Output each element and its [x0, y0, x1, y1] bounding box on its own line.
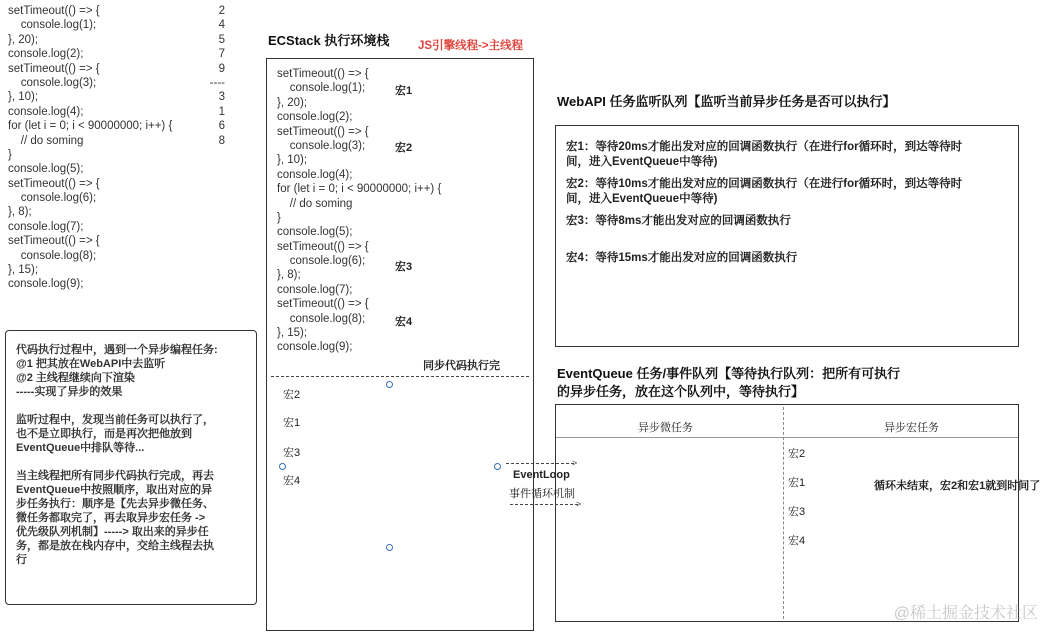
code-line: }, 10);	[8, 91, 39, 104]
macro-label-1: 宏1	[395, 85, 413, 97]
note-line: 优先级队列机制】-----> 取出来的异步任	[16, 526, 209, 538]
code-line: }	[8, 148, 12, 161]
eventloop-sublabel: 事件循环机制	[509, 488, 575, 500]
note-line: 步任务执行：顺序是【先去异步微任务、	[16, 498, 214, 510]
code-line: setTimeout(() => {	[8, 235, 100, 248]
code-line: console.log(6);	[8, 192, 97, 205]
webapi-item-line: 宏4：等待15ms才能出发对应的回调函数执行	[566, 251, 798, 264]
execution-order-numbers	[185, 4, 225, 148]
queue-macro-item-3: 宏3	[788, 506, 806, 518]
note-line: @1 把其放在WebAPI中去监听	[16, 358, 166, 370]
stack-item-2: 宏1	[283, 417, 301, 429]
stack-item-1: 宏2	[283, 389, 301, 401]
code-line: console.log(4);	[8, 105, 84, 118]
stack-code-line: }, 15);	[277, 327, 308, 340]
note-line: @2 主线程继续向下渲染	[16, 372, 135, 384]
stack-code-line: console.log(1);	[277, 82, 366, 95]
thread-label: JS引擎线程->主线程	[418, 40, 524, 52]
stack-item-3: 宏3	[283, 447, 301, 459]
webapi-item-line: 间，进入EventQueue中等待)	[566, 192, 718, 205]
stack-code-line: console.log(2);	[277, 111, 353, 124]
note-line: 行	[16, 554, 27, 566]
stack-code-line: setTimeout(() => {	[277, 240, 369, 253]
source-code-listing	[8, 4, 172, 292]
webapi-item-line: 宏2：等待10ms才能出发对应的回调函数执行（在进行for循环时，到达等待时	[566, 178, 963, 190]
stack-code-line: setTimeout(() => {	[277, 298, 369, 311]
eventloop-arrow-bottom-head: >	[576, 499, 582, 509]
order-number: 1	[218, 105, 225, 118]
code-line: }, 20);	[8, 33, 39, 46]
order-number: 7	[218, 48, 225, 61]
watermark: @稀土掘金技术社区	[893, 605, 1038, 622]
ecstack-title: ECStack 执行环境栈	[268, 33, 390, 48]
micro-task-header: 异步微任务	[638, 422, 693, 434]
sync-divider	[271, 376, 529, 377]
stack-code-line: console.log(4);	[277, 168, 353, 181]
eventqueue-box	[555, 404, 1019, 622]
stack-item-4: 宏4	[283, 475, 301, 487]
code-line: console.log(9);	[8, 278, 84, 291]
code-line: console.log(3);	[8, 76, 97, 89]
note-line: -----实现了异步的效果	[16, 386, 123, 398]
eventqueue-title-line2: 的异步任务，放在这个队列中，等待执行】	[557, 384, 805, 399]
webapi-item-line: 宏1：等待20ms才能出发对应的回调函数执行（在进行for循环时，到达等待时	[566, 141, 963, 153]
stack-code-line: console.log(8);	[277, 312, 366, 325]
note-line: 微任务都取完了，再去取异步宏任务 ->	[16, 512, 206, 524]
connector-handle-bottom[interactable]	[386, 544, 393, 551]
note-line: EventQueue中排队等待...	[16, 442, 145, 454]
webapi-item-3	[566, 214, 1018, 229]
stack-code-line: setTimeout(() => {	[277, 125, 369, 138]
eventloop-arrow-top	[506, 463, 574, 464]
code-line: console.log(8);	[8, 249, 97, 262]
webapi-item-1	[566, 140, 1018, 169]
code-line: console.log(1);	[8, 19, 97, 32]
ecstack-code	[277, 67, 441, 355]
queue-macro-item-2: 宏1	[788, 477, 806, 489]
note-line: EventQueue中按照顺序，取出对应的异	[16, 484, 213, 496]
webapi-title: WebAPI 任务监听队列【监听当前异步任务是否可以执行】	[557, 94, 896, 109]
ecstack-box	[266, 58, 534, 631]
stack-code-line: setTimeout(() => {	[277, 68, 369, 80]
order-number: 3	[218, 91, 225, 104]
order-number: 5	[218, 33, 225, 46]
queue-side-note: 循环未结束，宏2和宏1就到时间了	[874, 480, 1041, 492]
webapi-item-2	[566, 177, 1018, 206]
code-line: }, 8);	[8, 206, 32, 219]
webapi-item-4	[566, 251, 1018, 266]
connector-handle-right[interactable]	[494, 463, 501, 470]
stack-code-line: for (let i = 0; i < 90000000; i++) {	[277, 183, 442, 196]
eventloop-arrow-bottom	[510, 504, 578, 505]
webapi-box	[555, 125, 1019, 347]
stack-code-line: console.log(7);	[277, 283, 353, 296]
code-line: for (let i = 0; i < 90000000; i++) {	[8, 120, 173, 133]
queue-macro-item-1: 宏2	[788, 448, 806, 460]
code-line: console.log(5);	[8, 163, 84, 176]
code-line: setTimeout(() => {	[8, 177, 100, 190]
stack-code-line: // do soming	[277, 197, 353, 210]
eventloop-arrow-top-head: >	[572, 458, 578, 468]
note-paragraph-2	[16, 413, 248, 455]
queue-macro-item-4: 宏4	[788, 535, 806, 547]
stack-code-line: console.log(5);	[277, 226, 353, 239]
sync-done-label: 同步代码执行完	[423, 360, 500, 372]
connector-handle-top[interactable]	[386, 381, 393, 388]
macro-label-2: 宏2	[395, 142, 413, 154]
order-number: ----	[209, 76, 225, 89]
note-line: 监听过程中，发现当前任务可以执行了，	[16, 414, 214, 426]
order-number: 6	[218, 120, 225, 133]
stack-code-line: console.log(9);	[277, 341, 353, 354]
queue-header-divider	[556, 437, 1018, 438]
stack-code-line: }, 20);	[277, 96, 308, 109]
note-line: 务，都是放在栈内存中，交给主线程去执	[16, 540, 214, 552]
code-line: setTimeout(() => {	[8, 5, 100, 17]
note-line: 代码执行过程中，遇到一个异步编程任务:	[16, 344, 218, 356]
note-line: 当主线程把所有同步代码执行完成，再去	[16, 470, 214, 482]
eventloop-label: EventLoop	[513, 469, 570, 481]
stack-code-line: }, 10);	[277, 154, 308, 167]
explanation-note-box	[5, 330, 257, 605]
macro-task-header: 异步宏任务	[884, 422, 939, 434]
stack-code-line: console.log(3);	[277, 139, 366, 152]
code-line: }, 15);	[8, 264, 39, 277]
note-paragraph-1	[16, 343, 248, 399]
stack-code-line: }, 8);	[277, 269, 301, 282]
webapi-item-line: 间，进入EventQueue中等待)	[566, 155, 718, 168]
queue-column-divider	[783, 407, 784, 619]
order-number: 9	[218, 62, 225, 75]
order-number: 8	[218, 134, 225, 147]
code-line: // do soming	[8, 134, 84, 147]
eventqueue-title-line1: EventQueue 任务/事件队列【等待执行队列：把所有可执行	[557, 366, 901, 381]
note-line: 也不是立即执行，而是再次把他放到	[16, 428, 192, 440]
order-number: 4	[218, 19, 225, 32]
note-paragraph-3	[16, 469, 248, 567]
macro-label-4: 宏4	[395, 316, 413, 328]
code-line: console.log(7);	[8, 220, 84, 233]
order-number: 2	[218, 5, 225, 17]
connector-handle-left[interactable]	[279, 463, 286, 470]
code-line: setTimeout(() => {	[8, 62, 100, 75]
stack-code-line: }	[277, 211, 281, 224]
code-line: console.log(2);	[8, 48, 84, 61]
webapi-item-line: 宏3：等待8ms才能出发对应的回调函数执行	[566, 215, 791, 227]
macro-label-3: 宏3	[395, 261, 413, 273]
stack-code-line: console.log(6);	[277, 255, 366, 268]
eventqueue-title	[557, 365, 900, 401]
